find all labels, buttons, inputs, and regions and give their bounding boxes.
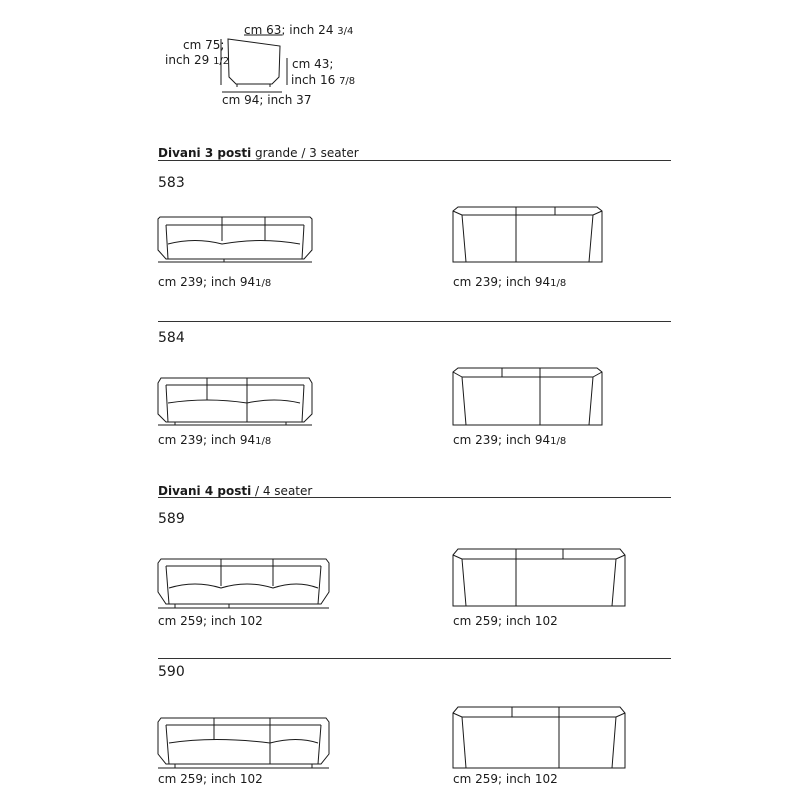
model-number-583: 583: [158, 175, 185, 191]
dimension-text: cm 239; inch 94: [158, 275, 256, 289]
model-590-front-dimension: [158, 772, 263, 786]
dimension-text: cm 259; inch 102: [453, 614, 558, 628]
dimension-text: cm 259; inch 102: [158, 614, 263, 628]
depth-top-fraction: 3/4: [337, 26, 354, 37]
dimension-text: cm 239; inch 94: [453, 433, 551, 447]
dimension-text: cm 259; inch 102: [453, 772, 558, 786]
section-title-rest: grande / 3 seater: [251, 146, 359, 160]
model-number-584: 584: [158, 330, 185, 346]
model-590-top-dimension: [453, 772, 558, 786]
seat-height-fraction: 7/8: [339, 76, 356, 87]
model-number-589: 589: [158, 511, 185, 527]
dimension-fraction: 1/8: [550, 278, 567, 289]
height-total-inch-text: inch 29: [165, 53, 210, 67]
dimension-text: cm 239; inch 94: [453, 275, 551, 289]
seat-height-cm-label: cm 43;: [292, 57, 334, 71]
section-title-bold: Divani 3 posti: [158, 146, 252, 160]
dimension-text: cm 259; inch 102: [158, 772, 263, 786]
dimension-text: cm 239; inch 94: [158, 433, 256, 447]
dimension-fraction: 1/8: [255, 436, 272, 447]
seat-height-inch-text: inch 16: [291, 73, 336, 87]
height-total-fraction: 1/2: [213, 56, 230, 67]
dimension-fraction: 1/8: [550, 436, 567, 447]
section-title-rest: / 4 seater: [251, 484, 313, 498]
model-number-590: 590: [158, 664, 185, 680]
depth-bottom-label: cm 94; inch 37: [222, 93, 312, 107]
dimension-fraction: 1/8: [255, 278, 272, 289]
height-total-cm-label: cm 75;: [183, 38, 225, 52]
section-title-bold: Divani 4 posti: [158, 484, 252, 498]
depth-top-text: cm 63; inch 24: [244, 23, 334, 37]
